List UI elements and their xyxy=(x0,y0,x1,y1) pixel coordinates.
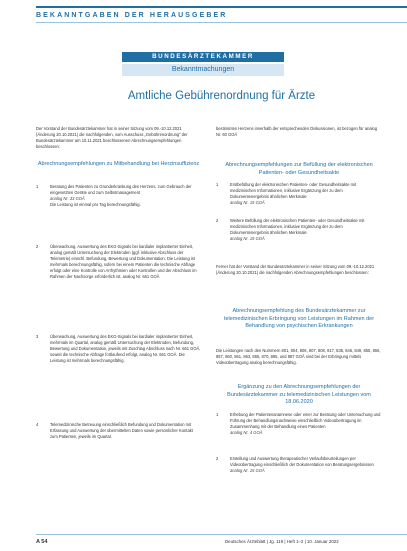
left-item-note: analog Nr. 33 GOÄ xyxy=(50,196,85,202)
left-item-number: 2 xyxy=(36,244,39,249)
left-item-2 xyxy=(36,244,201,281)
right-intro-2: Ferner hat der Vorstand der Bundesärztekammer in seiner Sitzung vom 09.-10.12.2021 (Änderung 20.10.2021) die nachfolgenden Abrechnungsempfehlungen beschlossen: xyxy=(216,264,375,276)
right-item-number: 2 xyxy=(216,456,219,461)
right-item-1 xyxy=(216,182,382,206)
right-item-text: Erstbefüllung der elektronischen Patienten- oder Gesundheitsakte mit medizinischen Informationen, inklusive Ergänzung der zu dem Dokumentenergebnis ähnlichen Merkmale xyxy=(230,182,357,200)
publisher-subkicker: Bekanntmachungen xyxy=(122,64,284,76)
left-item-3 xyxy=(36,334,201,364)
left-item-number: 3 xyxy=(36,334,39,339)
right-item-text: Erhebung der Patientenanamnese oder einer zur Beratung oder Untersuchung und Führung der Behandlungsnachweise einschließlich Videoübertragung im Zusammenhang mit der Behandlung eines Patienten xyxy=(230,412,381,430)
right-item-note: analog Nr. 15 GOÄ xyxy=(230,236,265,242)
journal-reference: Deutsches Ärzteblatt | Jg. 119 | Heft 1–2 | 10. Januar 2022 xyxy=(225,539,339,544)
left-item-text: Überwachung, Auswertung des EKG-Signals bei kardialer implantierter Einheit, analog gemäß Untersuchung der Elektroden (ggf. inklusive Abschluss der Telemetrie) einschl. Befundung, Bewertung und Dokumentation. Die Leistung ist mehrmals berechnungsfähig, sofern bei einem Patienten die technische Abfrage erfolgt oder eine Kontrolle von Arrhythmien oder Kontrollen und der Abschluss im Rahmen der Nachsorge erforderlich ist. analog Nr. 661 GOÄ xyxy=(50,244,197,280)
page-title: Amtliche Gebührenordnung für Ärzte xyxy=(127,90,316,102)
left-item-text2: Die Leistung ist einmal pro Tag berechnungsfähig. xyxy=(50,202,141,208)
right-heading-2: Abrechnungsempfehlung des Bundesärztekammer zur telemedizinischen Erbringung von Leistungen im Rahmen der Behandlung von psychischen Erkrankungen xyxy=(223,308,375,330)
right-item-2 xyxy=(216,218,382,242)
footer-divider xyxy=(36,534,407,535)
right-item-text: Weitere Befüllung der elektronischen Patienten- oder Gesundheitsakte mit medizinischen Informationen, inklusive Ergänzung der zu dem Dokumentenergebnis ähnlichen Merkmale xyxy=(230,218,365,236)
right-heading-3: Ergänzung zu den Abrechnungsempfehlungen der Bundesärztekammer zu telemedizinischen Leistungen vom 18.06.2020 xyxy=(227,384,371,406)
left-item-4 xyxy=(36,422,201,440)
right-item-note: analog Nr. 15 GOÄ xyxy=(230,200,265,206)
right-item-note: analog Nr. 15 GOÄ xyxy=(230,468,265,474)
page-number: A 54 xyxy=(36,539,48,545)
right-item-3 xyxy=(216,412,382,436)
left-item-text: Überwachung, Auswertung des EKG-Signals bei kardialer implantierter Einheit, mehrmals im Quartal, analog gemäß Untersuchung der Elektroden, Befundung, Bewertung und Dokumentation, jeweils mit Zuschlag Abschluss nach Nr. 661 GOÄ, soweit die technische Abfrage fortlaufend erfolgt, analog Nr. 661 GOÄ. Die Leistung ist mehrmals berechnungsfähig. xyxy=(50,334,201,364)
left-item-text: Beratung des Patienten zu Grunderkrankung des Herzens, zum Gebrauch der eingesetzten Geräte und zum Selbstmanagement xyxy=(50,184,192,196)
right-body-2: Die Leistungen nach den Nummern 801, 804, 806, 807, 808, 817, 835, 846, 849, 855, 856, 857, 860, 861, 863, 865, 870, 885, und 887 GOÄ sind bei der Erbringung mittels Videoübertragung analog berechnungsfähig. xyxy=(216,348,381,366)
left-item-number: 1 xyxy=(36,184,39,189)
right-item-note: analog Nr. 4 GOÄ xyxy=(230,430,263,436)
right-item-number: 2 xyxy=(216,218,219,223)
left-heading: Abrechnungsempfehlungen zu Mitbehandlung bei Herzinsuffizienz xyxy=(37,161,200,167)
publisher-kicker: BUNDESÄRZTEKAMMER xyxy=(122,52,284,62)
right-item-number: 1 xyxy=(216,412,219,417)
section-header: BEKANNTGABEN DER HERAUSGEBER xyxy=(36,12,228,19)
header-divider xyxy=(36,22,407,23)
header-rule xyxy=(36,6,407,8)
right-item-text: Erstellung und Auswertung therapeutischer Verlaufsbeurteilungen per Videoübertragung einschließlich der Dokumentation von Beratungsergebnissen xyxy=(230,456,374,468)
left-intro: Der Vorstand der Bundesärztekammer hat in seiner Sitzung vom 09.-10.12.2021 (Änderung 20.10.2021) die nachfolgenden, vom Ausschuss „Gebührenordnung“ der Bundesärztekammer am 10.11.2021 beschlossenen Abrechnungsempfehlungen beschlossen: xyxy=(36,126,188,150)
right-item-number: 1 xyxy=(216,182,219,187)
left-column xyxy=(36,126,201,526)
right-heading-1: Abrechnungsempfehlungen zur Befüllung der elektronischen Patienten- oder Gesundheitsakte xyxy=(225,162,373,176)
left-item-number: 4 xyxy=(36,422,39,427)
left-item-text: Telemedizinische Betreuung einschließlich Befundung und Dokumentation mit Erfassung und Auswertung der übermittelten Daten sowie persönlicher Kontakt zum Patienten, jeweils im Quartal. xyxy=(50,422,193,440)
left-item-1 xyxy=(36,184,201,208)
right-intro: bestimmten Herzens innerhalb der entsprechenden Diskussionen, ist bezogen für analog Nr. 60 GOÄ xyxy=(216,126,378,138)
right-item-4 xyxy=(216,456,382,474)
right-column xyxy=(216,126,382,526)
